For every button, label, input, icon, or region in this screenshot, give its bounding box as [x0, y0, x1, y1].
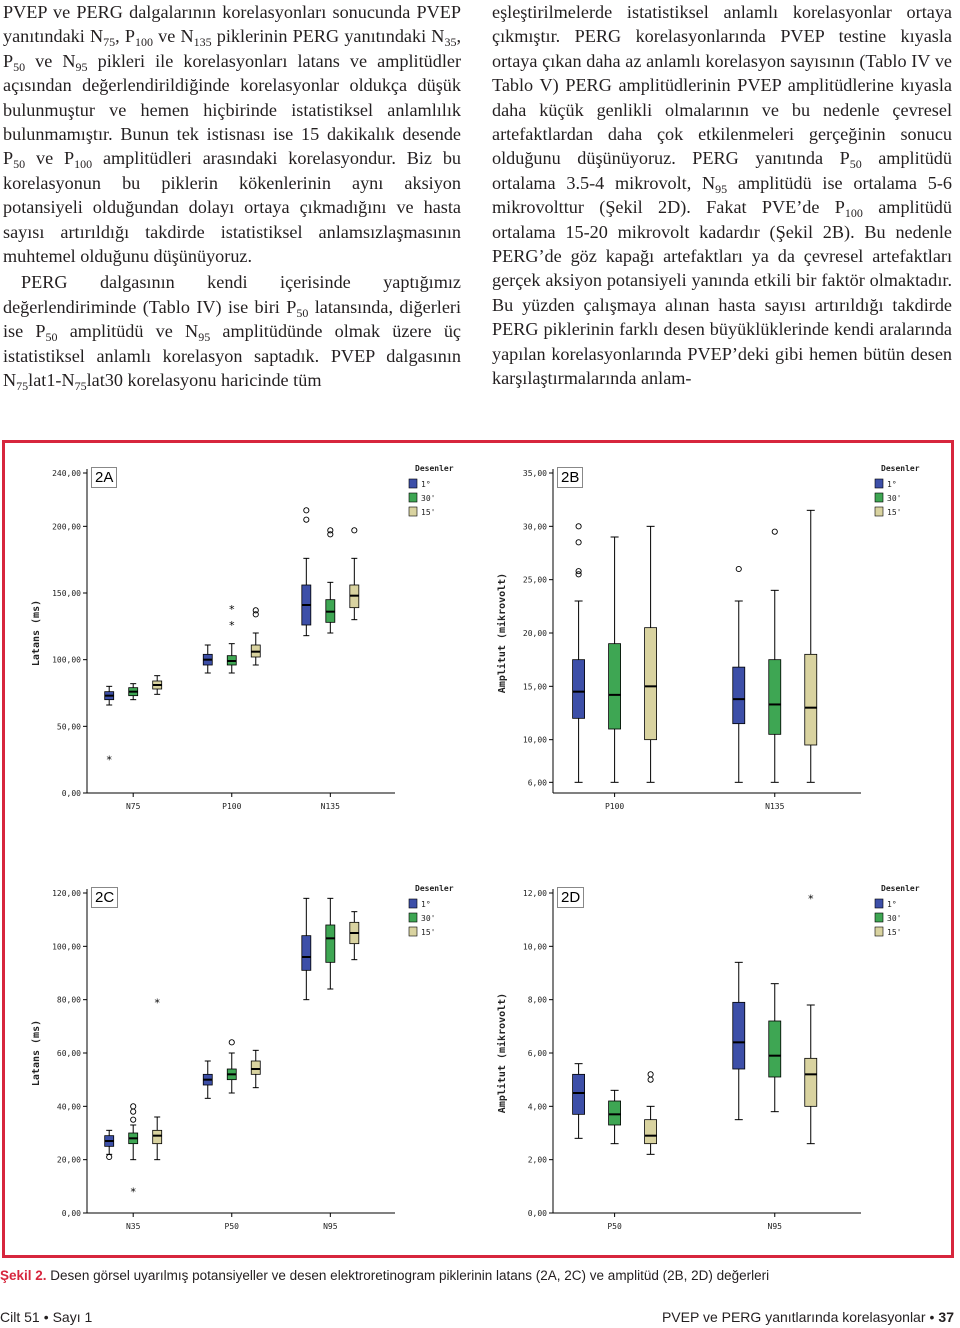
y-tick-label: 20,00	[522, 629, 547, 638]
legend-label: 30'	[421, 494, 436, 503]
outlier-star: *	[807, 892, 815, 906]
legend-swatch	[875, 899, 883, 908]
legend-label: 1°	[887, 900, 897, 909]
caption-label: Şekil 2.	[0, 1268, 47, 1283]
outlier-star: *	[105, 753, 113, 767]
x-tick-label: P50	[607, 1222, 622, 1231]
legend-label: 15'	[421, 508, 436, 517]
legend-swatch	[875, 479, 883, 488]
bullet-separator: •	[43, 1309, 49, 1325]
box	[609, 1101, 621, 1125]
legend-label: 1°	[887, 480, 897, 489]
figure-frame	[2, 440, 954, 1258]
outlier-circle	[131, 1117, 136, 1122]
text-run: latansında, diğerleri ise P	[3, 296, 462, 342]
box	[805, 1058, 817, 1106]
issue-label: Sayı 1	[52, 1309, 93, 1325]
panel-label: 2C	[91, 887, 118, 908]
subscript: 50	[296, 305, 309, 320]
y-tick-label: 60,00	[56, 1049, 81, 1058]
boxplot-svg	[491, 873, 939, 1253]
subscript: 135	[193, 35, 212, 50]
box	[645, 628, 657, 740]
legend-title: Desenler	[415, 884, 454, 893]
outlier-circle	[648, 1077, 653, 1082]
y-tick-label: 150,00	[52, 589, 81, 598]
panel-label: 2D	[557, 887, 584, 908]
box	[302, 936, 311, 971]
outlier-circle	[229, 1040, 234, 1045]
legend-title: Desenler	[881, 464, 920, 473]
y-tick-label: 0,00	[527, 1209, 547, 1218]
text-run: ve N	[152, 26, 194, 47]
subscript: 95	[715, 181, 728, 196]
text-run: piklerinin PERG yanıtındaki N	[211, 26, 445, 47]
legend-label: 15'	[887, 508, 902, 517]
legend-label: 1°	[421, 480, 431, 489]
text-run: amplitüdü ortalama 15-20 mikrovolt kadardır (Şekil 2B). Bu nedenle PERG’de göz kapağı artefaktları ya da çevresel artefaktları gerçek aksiyon potansiyeli yanında etkili bir faktör olmaktadır. Bu yüzden çalışmaya alınan hasta sayısı artırıldığı takdirde PERG piklerinin farklı desen büyüklüklerinde kendi aralarında yapılan korelasyonlarında PVEP’deki gibi hemen bütün desen karşılaştırmalarında anlam-	[492, 197, 952, 389]
boxplot-svg	[25, 873, 473, 1253]
text-run: amplitüdleri arasındaki korelasyondur. Biz bu korelasyonun bu piklerin kökenlerinin aynı aksiyon potansiyeli olduğundan dolayı ortaya çıkmadığını ve hasta sayısı artırıldığı takdirde istatistiksel anlamsızlaşmasının muhtemel olduğunu düşünüyoruz.	[3, 148, 462, 267]
subscript: 50	[13, 157, 26, 172]
subscript: 100	[844, 206, 863, 221]
box	[733, 667, 745, 724]
paragraph	[492, 0, 952, 391]
footer-running-title	[662, 1309, 954, 1325]
paragraph	[3, 270, 461, 392]
panel-label: 2B	[557, 467, 583, 488]
x-tick-label: N135	[320, 802, 340, 811]
subscript: 35	[444, 35, 457, 50]
x-tick-label: N95	[767, 1222, 782, 1231]
subscript: 100	[74, 157, 93, 172]
outlier-circle	[576, 540, 581, 545]
box	[573, 1074, 585, 1114]
legend-swatch	[875, 493, 883, 502]
y-tick-label: 50,00	[56, 722, 81, 732]
y-tick-label: 20,00	[56, 1155, 81, 1165]
y-axis-label: Amplitut (mikrovolt)	[497, 992, 508, 1114]
box	[769, 660, 781, 735]
legend-label: 30'	[421, 914, 436, 923]
legend-swatch	[409, 927, 417, 936]
subscript: 50	[849, 157, 862, 172]
bullet-separator: •	[929, 1309, 935, 1325]
outlier-circle	[352, 528, 357, 533]
box	[251, 1061, 260, 1074]
x-tick-label: N95	[323, 1222, 338, 1231]
outlier-circle	[772, 529, 777, 534]
box	[733, 1002, 745, 1069]
outlier-circle	[131, 1104, 136, 1109]
text-run: amplitüdü ve N	[57, 321, 199, 342]
running-title: PVEP ve PERG yanıtlarında korelasyonlar	[661, 1309, 926, 1325]
subscript: 95	[198, 330, 211, 345]
y-tick-label: 25,00	[522, 575, 547, 585]
legend-swatch	[409, 899, 417, 908]
box	[645, 1120, 657, 1144]
outlier-star: *	[129, 1185, 137, 1199]
subscript: 75	[103, 35, 116, 50]
y-tick-label: 6,00	[527, 1049, 547, 1058]
y-tick-label: 6,00	[527, 778, 547, 788]
y-tick-label: 100,00	[52, 655, 81, 665]
boxplot-svg	[25, 453, 473, 833]
y-tick-label: 240,00	[52, 469, 81, 478]
legend-swatch	[875, 507, 883, 516]
footer-journal-info	[0, 1309, 92, 1325]
subscript: 50	[13, 59, 26, 74]
outlier-circle	[107, 1154, 112, 1159]
y-axis-label: Latans (ms)	[31, 599, 42, 667]
left-text-column	[3, 0, 461, 395]
box	[609, 644, 621, 729]
panel-label: 2A	[91, 467, 117, 488]
text-run: lat30 korelasyonu haricinde tüm	[86, 370, 322, 391]
outlier-circle	[304, 517, 309, 522]
text-run: lat1-N	[28, 370, 75, 391]
subscript: 75	[16, 379, 29, 394]
caption-text: Desen görsel uyarılmış potansiyeller ve desen elektroretinogram piklerinin latans (2A, 2C) ve amplitüd (2B, 2D) değerleri	[46, 1268, 770, 1283]
text-run: amplitüdü ise ortalama 5-6 mikrovolttur (Şekil 2D). Fakat PVE’de P	[492, 172, 952, 218]
box	[805, 654, 817, 745]
y-tick-label: 100,00	[52, 942, 81, 952]
text-run: pikleri ile korelasyonları latans ve amplitüdler açısından değerlendirildiğinde korelasyonlar oldukça düşük bulunmuştur ve hemen hiçbirinde istatistiksel anlamlılık bulunmamıştır. Bunun tek istisnası ise 15 dakikalık desende P	[3, 50, 461, 169]
box	[153, 1130, 162, 1143]
text-run: ve P	[25, 148, 75, 169]
text-run: eşleştirilmelerde istatistiksel anlamlı korelasyonlar ortaya çıkmıştır. PERG korelasyonlarında PVEP testine kıyasla ortaya çıkan daha az anlamlı korelasyon sayısının (Tablo IV ve Tablo V) PERG amplitüdlerinin PVEP amplitüdlerine kıyasla daha küçük genlikli olmalarının ve bu nedenle çevresel artefaktlardan daha çok etkilenmeleri gerçeğinin sonucu olduğunu düşünüyoruz. PERG yanıtında P	[492, 2, 952, 169]
y-tick-label: 10,00	[522, 735, 547, 745]
legend-label: 15'	[421, 928, 436, 937]
x-tick-label: N35	[125, 1222, 141, 1231]
text-run: amplitüdünde olmak üzere üç istatistiksel anlamlı korelasyon saptadık. PVEP dalgasının N	[3, 321, 461, 391]
legend-label: 30'	[887, 494, 902, 503]
y-tick-label: 15,00	[522, 682, 547, 692]
outlier-circle	[648, 1072, 653, 1077]
subscript: 95	[75, 59, 88, 74]
y-tick-label: 0,00	[61, 789, 81, 798]
text-run: ve N	[25, 50, 76, 71]
text-run: , P	[115, 26, 135, 47]
paragraph	[3, 0, 461, 268]
y-tick-label: 12,00	[522, 889, 547, 898]
volume-label: Cilt 51	[0, 1309, 40, 1325]
y-tick-label: 40,00	[56, 1102, 81, 1112]
y-tick-label: 30,00	[522, 522, 547, 532]
outlier-circle	[576, 524, 581, 529]
y-tick-label: 8,00	[527, 995, 547, 1005]
y-tick-label: 80,00	[56, 995, 81, 1005]
box	[769, 1021, 781, 1077]
legend-title: Desenler	[881, 884, 920, 893]
text-run: PVEP ve PERG dalgalarının korelasyonları sonucunda PVEP yanıtındaki N	[3, 2, 461, 47]
subscript: 50	[45, 330, 58, 345]
y-tick-label: 0,00	[61, 1209, 81, 1218]
chart-panel-2d	[491, 873, 939, 1253]
figure-caption	[0, 1268, 960, 1283]
y-axis-label: Latans (ms)	[31, 1019, 42, 1087]
outlier-circle	[304, 508, 309, 513]
box	[573, 660, 585, 719]
page-number: 37	[938, 1309, 954, 1325]
legend-swatch	[409, 913, 417, 922]
legend-swatch	[409, 507, 417, 516]
outlier-star: *	[228, 603, 236, 616]
x-tick-label: P100	[222, 802, 242, 811]
subscript: 100	[134, 35, 153, 50]
chart-panel-2b	[491, 453, 939, 833]
y-axis-label: Amplitut (mikrovolt)	[497, 572, 508, 694]
y-tick-label: 200,00	[52, 522, 81, 532]
outlier-star: *	[153, 996, 161, 1010]
x-tick-label: N75	[125, 802, 141, 811]
right-text-column	[492, 0, 952, 393]
legend-swatch	[409, 479, 417, 488]
y-tick-label: 35,00	[522, 469, 547, 478]
legend-label: 30'	[887, 914, 902, 923]
text-run: PERG dalgasının kendi içerisinde yaptığımız değerlendiriminde (Tablo IV) ise biri P	[3, 272, 461, 317]
outlier-circle	[736, 566, 741, 571]
outlier-star: *	[228, 619, 236, 632]
outlier-circle	[131, 1109, 136, 1114]
y-tick-label: 120,00	[52, 889, 81, 898]
legend-label: 15'	[887, 928, 902, 937]
chart-panel-2a	[25, 453, 473, 833]
x-tick-label: P100	[604, 802, 625, 811]
text-run: , P	[3, 26, 461, 71]
outlier-circle	[576, 569, 581, 574]
x-tick-label: P50	[224, 1222, 239, 1231]
boxplot-svg	[491, 453, 939, 833]
legend-swatch	[875, 927, 883, 936]
chart-panel-2c	[25, 873, 473, 1253]
subscript: 75	[74, 379, 87, 394]
y-tick-label: 4,00	[527, 1102, 547, 1112]
legend-label: 1°	[421, 900, 431, 909]
legend-swatch	[875, 913, 883, 922]
y-tick-label: 10,00	[522, 942, 547, 952]
legend-title: Desenler	[415, 464, 454, 473]
y-tick-label: 2,00	[527, 1155, 547, 1165]
x-tick-label: N135	[765, 802, 785, 811]
box	[326, 925, 335, 962]
text-run: amplitüdü ortalama 3.5-4 mikrovolt, N	[492, 148, 952, 193]
legend-swatch	[409, 493, 417, 502]
